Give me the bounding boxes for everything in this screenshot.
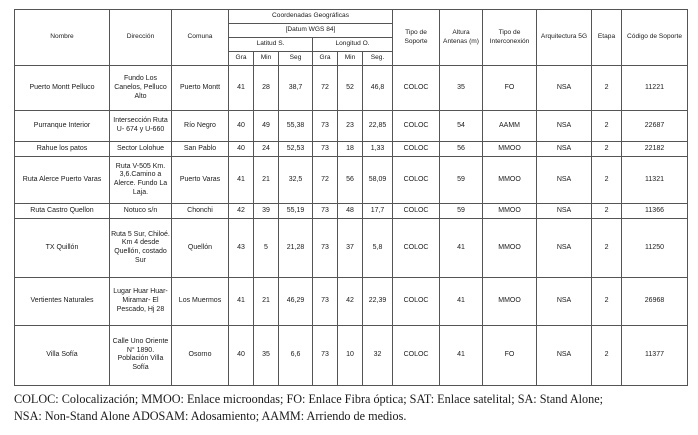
cell-altura: 59 <box>440 156 483 204</box>
cell-lat-gra: 42 <box>229 204 254 219</box>
cell-direccion: Notuco s/n <box>110 204 172 219</box>
cell-lat-min: 24 <box>254 142 279 157</box>
cell-lat-gra: 40 <box>229 111 254 142</box>
table-row <box>15 278 688 326</box>
cell-codigo: 11321 <box>622 156 688 204</box>
cell-codigo: 22687 <box>622 111 688 142</box>
cell-arquitectura: NSA <box>537 278 592 326</box>
cell-nombre: Rahue los patos <box>15 142 110 157</box>
cell-arquitectura: NSA <box>537 111 592 142</box>
header-codigo: Código de Soporte <box>622 10 688 66</box>
header-altura: Altura Antenas (m) <box>440 10 483 66</box>
cell-altura: 35 <box>440 66 483 111</box>
cell-lon-gra: 72 <box>313 66 338 111</box>
cell-lon-min: 37 <box>338 219 363 278</box>
cell-codigo: 26968 <box>622 278 688 326</box>
cell-soporte: COLOC <box>393 219 440 278</box>
cell-codigo: 11250 <box>622 219 688 278</box>
cell-lat-min: 35 <box>254 325 279 385</box>
cell-lon-gra: 73 <box>313 325 338 385</box>
cell-soporte: COLOC <box>393 204 440 219</box>
cell-etapa: 2 <box>592 219 622 278</box>
cell-altura: 41 <box>440 278 483 326</box>
cell-lat-min: 5 <box>254 219 279 278</box>
cell-direccion: Sector Lolohue <box>110 142 172 157</box>
cell-comuna: Quellón <box>172 219 229 278</box>
cell-etapa: 2 <box>592 111 622 142</box>
cell-lon-seg: 17,7 <box>363 204 393 219</box>
cell-nombre: Purranque Interior <box>15 111 110 142</box>
cell-interconexion: MMOO <box>483 156 537 204</box>
cell-interconexion: MMOO <box>483 219 537 278</box>
cell-lat-min: 21 <box>254 156 279 204</box>
cell-lon-seg: 32 <box>363 325 393 385</box>
cell-codigo: 11221 <box>622 66 688 111</box>
header-coordenadas: Coordenadas Geográficas <box>229 10 393 24</box>
cell-interconexion: FO <box>483 325 537 385</box>
cell-lat-seg: 55,19 <box>279 204 313 219</box>
cell-comuna: Los Muermos <box>172 278 229 326</box>
cell-lon-gra: 72 <box>313 156 338 204</box>
cell-lon-min: 10 <box>338 325 363 385</box>
header-lat-gra: Gra <box>229 52 254 66</box>
cell-altura: 41 <box>440 219 483 278</box>
sites-table <box>14 9 688 386</box>
cell-lat-seg: 21,28 <box>279 219 313 278</box>
header-interconexion: Tipo de Interconexión <box>483 10 537 66</box>
header-lon-min: Min <box>338 52 363 66</box>
cell-lon-seg: 5,8 <box>363 219 393 278</box>
table-header <box>15 10 688 66</box>
table-row <box>15 142 688 157</box>
cell-comuna: Puerto Montt <box>172 66 229 111</box>
cell-lon-gra: 73 <box>313 219 338 278</box>
cell-soporte: COLOC <box>393 156 440 204</box>
cell-lon-min: 56 <box>338 156 363 204</box>
cell-lon-seg: 58,09 <box>363 156 393 204</box>
table-row <box>15 204 688 219</box>
cell-lon-seg: 46,8 <box>363 66 393 111</box>
header-datum: [Datum WGS 84] <box>229 24 393 38</box>
header-etapa: Etapa <box>592 10 622 66</box>
table-row <box>15 66 688 111</box>
cell-soporte: COLOC <box>393 66 440 111</box>
cell-soporte: COLOC <box>393 278 440 326</box>
cell-etapa: 2 <box>592 66 622 111</box>
abbreviations-footnote <box>14 391 690 425</box>
cell-lat-gra: 40 <box>229 142 254 157</box>
header-tipo-soporte: Tipo de Soporte <box>393 10 440 66</box>
cell-arquitectura: NSA <box>537 156 592 204</box>
table-row <box>15 156 688 204</box>
cell-arquitectura: NSA <box>537 325 592 385</box>
cell-lon-seg: 1,33 <box>363 142 393 157</box>
cell-interconexion: MMOO <box>483 142 537 157</box>
cell-lat-gra: 41 <box>229 278 254 326</box>
cell-arquitectura: NSA <box>537 219 592 278</box>
header-longitud: Longitud O. <box>313 38 393 52</box>
cell-lon-gra: 73 <box>313 204 338 219</box>
cell-lon-min: 42 <box>338 278 363 326</box>
cell-lat-gra: 41 <box>229 66 254 111</box>
cell-lon-gra: 73 <box>313 278 338 326</box>
cell-nombre: Ruta Alerce Puerto Varas <box>15 156 110 204</box>
cell-lat-seg: 52,53 <box>279 142 313 157</box>
cell-direccion: Ruta V-505 Km. 3,6.Camino a Alerce. Fundo La Laja. <box>110 156 172 204</box>
cell-nombre: Villa Sofía <box>15 325 110 385</box>
cell-lat-seg: 46,29 <box>279 278 313 326</box>
cell-interconexion: FO <box>483 66 537 111</box>
cell-direccion: Fundo Los Canelos, Pelluco Alto <box>110 66 172 111</box>
footnote-line: NSA: Non-Stand Alone ADOSAM: Adosamiento; AAMM: Arriendo de medios. <box>14 409 407 423</box>
header-direccion: Dirección <box>110 10 172 66</box>
cell-etapa: 2 <box>592 142 622 157</box>
cell-lat-min: 28 <box>254 66 279 111</box>
cell-direccion: Calle Uno Oriente N° 1890. Población Villa Sofía <box>110 325 172 385</box>
table-row <box>15 219 688 278</box>
cell-direccion: Ruta 5 Sur, Chiloé. Km 4 desde Quellón, costado Sur <box>110 219 172 278</box>
footnote-line: COLOC: Colocalización; MMOO: Enlace microondas; FO: Enlace Fibra óptica; SAT: Enlace satelital; SA: Stand Alone; <box>14 392 604 406</box>
cell-etapa: 2 <box>592 278 622 326</box>
cell-interconexion: MMOO <box>483 204 537 219</box>
cell-etapa: 2 <box>592 156 622 204</box>
header-lat-seg: Seg <box>279 52 313 66</box>
cell-lat-seg: 32,5 <box>279 156 313 204</box>
cell-comuna: Río Negro <box>172 111 229 142</box>
cell-comuna: Osorno <box>172 325 229 385</box>
cell-altura: 41 <box>440 325 483 385</box>
cell-direccion: Lugar Huar Huar- Miramar- El Pescado, Hj 28 <box>110 278 172 326</box>
header-nombre: Nombre <box>15 10 110 66</box>
cell-arquitectura: NSA <box>537 204 592 219</box>
cell-lat-gra: 40 <box>229 325 254 385</box>
cell-lon-seg: 22,39 <box>363 278 393 326</box>
cell-nombre: Puerto Montt Pelluco <box>15 66 110 111</box>
cell-etapa: 2 <box>592 204 622 219</box>
header-lat-min: Min <box>254 52 279 66</box>
cell-arquitectura: NSA <box>537 66 592 111</box>
cell-lat-min: 39 <box>254 204 279 219</box>
header-latitud: Latitud S. <box>229 38 313 52</box>
cell-arquitectura: NSA <box>537 142 592 157</box>
cell-interconexion: MMOO <box>483 278 537 326</box>
cell-lon-min: 52 <box>338 66 363 111</box>
cell-soporte: COLOC <box>393 142 440 157</box>
table-row <box>15 111 688 142</box>
cell-lat-min: 21 <box>254 278 279 326</box>
cell-comuna: Puerto Varas <box>172 156 229 204</box>
cell-lon-gra: 73 <box>313 111 338 142</box>
cell-altura: 54 <box>440 111 483 142</box>
cell-lat-seg: 55,38 <box>279 111 313 142</box>
cell-etapa: 2 <box>592 325 622 385</box>
cell-comuna: San Pablo <box>172 142 229 157</box>
cell-lon-gra: 73 <box>313 142 338 157</box>
cell-lon-min: 18 <box>338 142 363 157</box>
header-comuna: Comuna <box>172 10 229 66</box>
cell-soporte: COLOC <box>393 111 440 142</box>
cell-lat-gra: 43 <box>229 219 254 278</box>
header-lon-seg: Seg. <box>363 52 393 66</box>
cell-lat-seg: 6,6 <box>279 325 313 385</box>
cell-nombre: Ruta Castro Quellon <box>15 204 110 219</box>
header-lon-gra: Gra <box>313 52 338 66</box>
cell-interconexion: AAMM <box>483 111 537 142</box>
cell-lat-min: 49 <box>254 111 279 142</box>
cell-soporte: COLOC <box>393 325 440 385</box>
cell-lat-seg: 38,7 <box>279 66 313 111</box>
cell-comuna: Chonchi <box>172 204 229 219</box>
cell-lon-min: 48 <box>338 204 363 219</box>
header-arquitectura: Arquitectura 5G <box>537 10 592 66</box>
cell-lon-seg: 22,85 <box>363 111 393 142</box>
table-row <box>15 325 688 385</box>
cell-codigo: 11377 <box>622 325 688 385</box>
cell-codigo: 22182 <box>622 142 688 157</box>
cell-altura: 59 <box>440 204 483 219</box>
cell-nombre: Vertientes Naturales <box>15 278 110 326</box>
table-body <box>15 66 688 386</box>
cell-altura: 56 <box>440 142 483 157</box>
cell-codigo: 11366 <box>622 204 688 219</box>
cell-lat-gra: 41 <box>229 156 254 204</box>
cell-direccion: Intersección Ruta U- 674 y U-660 <box>110 111 172 142</box>
cell-nombre: TX Quillón <box>15 219 110 278</box>
cell-lon-min: 23 <box>338 111 363 142</box>
